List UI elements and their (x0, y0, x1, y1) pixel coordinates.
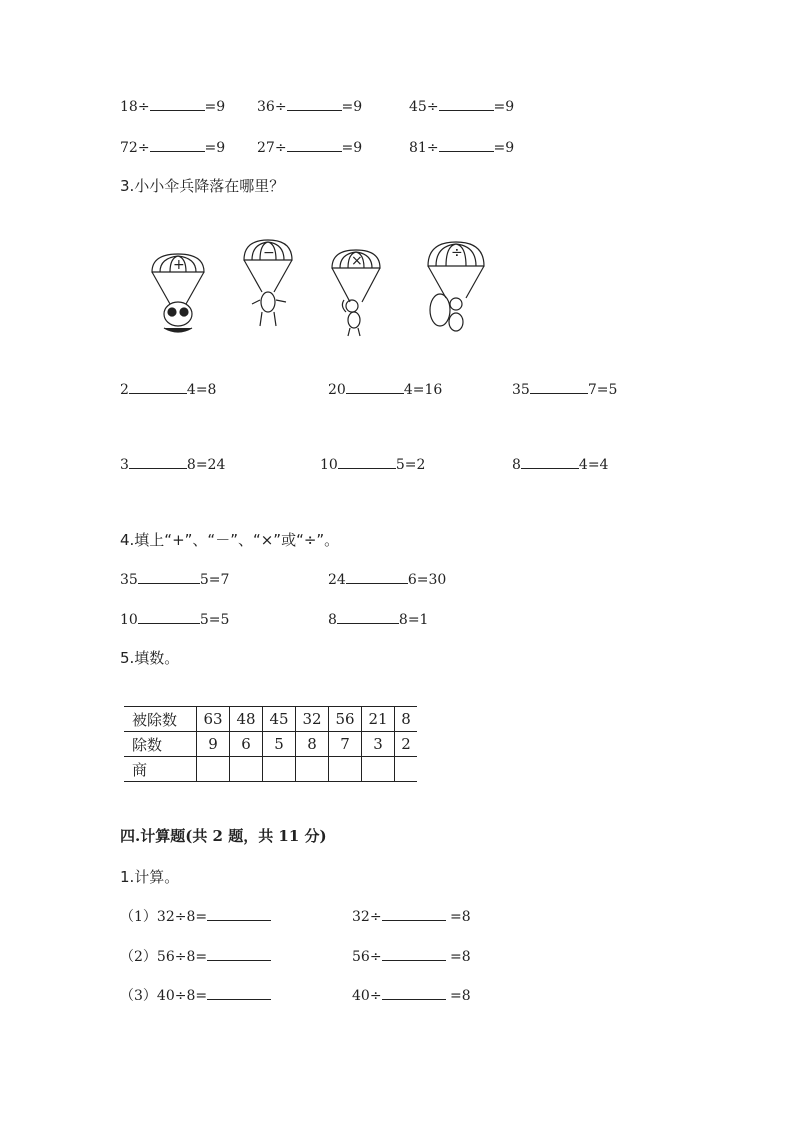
quotient-cell[interactable] (395, 757, 418, 782)
times-symbol: × (351, 253, 363, 269)
operator-problem: 2 4=8 (120, 382, 217, 398)
operator-blank[interactable] (129, 455, 187, 469)
quotient-cell[interactable] (296, 757, 329, 782)
divisor-cell: 2 (395, 732, 418, 757)
answer-blank[interactable] (150, 97, 205, 111)
question-3-title: 3.小小伞兵降落在哪里？ (120, 177, 285, 195)
answer-blank[interactable] (439, 138, 494, 152)
operator-blank[interactable] (138, 570, 200, 584)
operator-blank[interactable] (138, 610, 200, 624)
division-table (124, 706, 417, 782)
minus-symbol: − (263, 245, 275, 261)
calc-problem: （3）40÷8= (120, 986, 271, 1005)
answer-blank[interactable] (382, 907, 446, 921)
table-row (124, 732, 417, 757)
divide-symbol: ÷ (451, 245, 463, 261)
divisor-cell: 8 (296, 732, 329, 757)
answer-blank[interactable] (439, 97, 494, 111)
operator-problem: 24 6=30 (328, 572, 447, 588)
dividend-cell: 32 (296, 707, 329, 732)
division-problem: 18÷ =9 (120, 99, 226, 115)
operator-blank[interactable] (129, 380, 187, 394)
calc-problem: （2）56÷8= (120, 947, 271, 966)
division-problem: 81÷ =9 (409, 140, 515, 156)
divisor-cell: 3 (362, 732, 395, 757)
divisor-cell: 5 (263, 732, 296, 757)
plus-symbol: + (173, 257, 185, 273)
dividend-cell: 21 (362, 707, 395, 732)
dividend-cell: 63 (197, 707, 230, 732)
table-row (124, 707, 417, 732)
quotient-cell[interactable] (362, 757, 395, 782)
division-problem: 36÷ =9 (257, 99, 363, 115)
operator-problem: 8 8=1 (328, 612, 429, 628)
quotient-cell[interactable] (197, 757, 230, 782)
operator-problem: 35 7=5 (512, 382, 618, 398)
answer-blank[interactable] (287, 97, 342, 111)
operator-problem: 10 5=5 (120, 612, 230, 628)
divisor-cell: 7 (329, 732, 362, 757)
quotient-cell[interactable] (230, 757, 263, 782)
calc-problem: 56÷ =8 (352, 949, 471, 965)
table-row (124, 757, 417, 782)
calc-problem: 32÷ =8 (352, 909, 471, 925)
answer-blank[interactable] (150, 138, 205, 152)
operator-problem: 3 8=24 (120, 457, 226, 473)
divisor-cell: 9 (197, 732, 230, 757)
section-4-heading: 四.计算题(共 2 题，共 11 分) (120, 827, 327, 845)
operator-blank[interactable] (530, 380, 588, 394)
dividend-cell: 8 (395, 707, 418, 732)
answer-blank[interactable] (287, 138, 342, 152)
operator-problem: 10 5=2 (320, 457, 426, 473)
answer-blank[interactable] (207, 947, 271, 961)
quotient-label: 商 (124, 757, 197, 782)
operator-problem: 8 4=4 (512, 457, 609, 473)
calc-problem: （1）32÷8= (120, 907, 271, 926)
section-4-question-1-title: 1.计算。 (120, 868, 180, 886)
answer-blank[interactable] (207, 986, 271, 1000)
division-problem: 45÷ =9 (409, 99, 515, 115)
dividend-cell: 56 (329, 707, 362, 732)
dividend-label: 被除数 (124, 707, 197, 732)
calc-problem: 40÷ =8 (352, 988, 471, 1004)
question-4-title: 4.填上“+”、“－”、“×”或“÷”。 (120, 531, 340, 549)
dividend-cell: 45 (263, 707, 296, 732)
operator-blank[interactable] (346, 570, 408, 584)
operator-problem: 20 4=16 (328, 382, 443, 398)
quotient-cell[interactable] (263, 757, 296, 782)
division-problem: 27÷ =9 (257, 140, 363, 156)
operator-problem: 35 5=7 (120, 572, 230, 588)
divisor-label: 除数 (124, 732, 197, 757)
division-problem: 72÷ =9 (120, 140, 226, 156)
answer-blank[interactable] (207, 907, 271, 921)
operator-blank[interactable] (521, 455, 579, 469)
question-5-title: 5.填数。 (120, 649, 180, 667)
dividend-cell: 48 (230, 707, 263, 732)
operator-blank[interactable] (338, 455, 396, 469)
operator-blank[interactable] (346, 380, 404, 394)
parachute-illustration (140, 232, 500, 342)
answer-blank[interactable] (382, 986, 446, 1000)
operator-blank[interactable] (337, 610, 399, 624)
answer-blank[interactable] (382, 947, 446, 961)
divisor-cell: 6 (230, 732, 263, 757)
quotient-cell[interactable] (329, 757, 362, 782)
